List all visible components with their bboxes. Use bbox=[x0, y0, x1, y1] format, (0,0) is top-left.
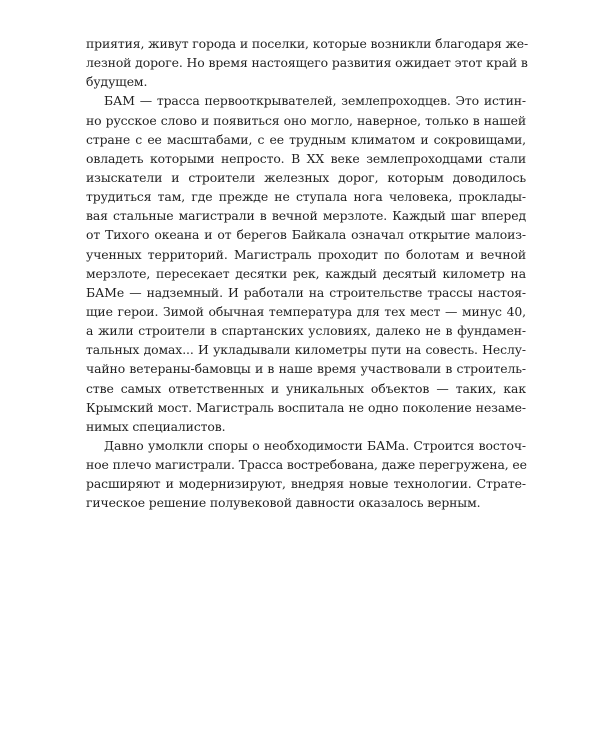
text-line: тальных домах... И укладывали километры пути на совесть. Неслу- bbox=[86, 342, 526, 358]
text-line: мерзлоте, пересекает десятки рек, каждый десятый километр на bbox=[86, 265, 526, 281]
text-line: чайно ветераны-бамовцы и в наше время участвовали в строитель- bbox=[86, 361, 526, 377]
text-line: приятия, живут города и поселки, которые возникли благодаря же- bbox=[86, 36, 529, 51]
text-line: гическое решение полувековой давности оказалось верным. bbox=[86, 495, 481, 511]
paragraph-conclusion bbox=[86, 436, 526, 513]
paragraph-continuation bbox=[86, 34, 529, 91]
text-line: будущем. bbox=[86, 74, 148, 90]
text-line: вая стальные магистрали в вечной мерзлоте. Каждый шаг вперед bbox=[86, 208, 526, 224]
text-line: ученных территорий. Магистраль проходит по болотам и вечной bbox=[86, 246, 526, 262]
paragraph-bam-pioneers bbox=[86, 91, 526, 436]
text-line: Давно умолкли споры о необходимости БАМа. Строится восточ- bbox=[104, 437, 526, 453]
text-line: нимых специалистов. bbox=[86, 418, 226, 434]
text-line: Крымский мост. Магистраль воспитала не одно поколение незаме- bbox=[86, 399, 526, 415]
text-line: изыскатели и строители железных дорог, которым доводилось bbox=[86, 169, 526, 185]
text-line: стране с ее масштабами, с ее трудным климатом и сокровищами, bbox=[86, 131, 526, 147]
text-line: но русское слово и появиться оно могло, наверное, только в нашей bbox=[86, 112, 526, 128]
text-line: овладеть которыми непросто. В XX веке землепроходцами стали bbox=[86, 150, 526, 166]
body-text bbox=[86, 34, 529, 513]
text-line: расширяют и модернизируют, внедряя новые технологии. Страте- bbox=[86, 476, 526, 492]
text-line: ное плечо магистрали. Трасса востребована, даже перегружена, ее bbox=[86, 457, 527, 473]
text-line: БАМ — трасса первооткрывателей, землепроходцев. Это истин- bbox=[104, 93, 526, 109]
text-line: щие герои. Зимой обычная температура для тех мест — минус 40, bbox=[86, 303, 526, 319]
text-line: БАМе — надземный. И работали на строительстве трассы настоя- bbox=[86, 284, 526, 300]
text-line: от Тихого океана и от берегов Байкала означал открытие малоиз- bbox=[86, 227, 526, 243]
text-line: стве самых ответственных и уникальных объектов — таких, как bbox=[86, 380, 526, 396]
text-line: трудиться там, где прежде не ступала нога человека, проклады- bbox=[86, 189, 526, 205]
text-line: лезной дороге. Но время настоящего развития ожидает этот край в bbox=[86, 55, 528, 71]
text-line: а жили строители в спартанских условиях, далеко не в фундамен- bbox=[86, 323, 526, 339]
